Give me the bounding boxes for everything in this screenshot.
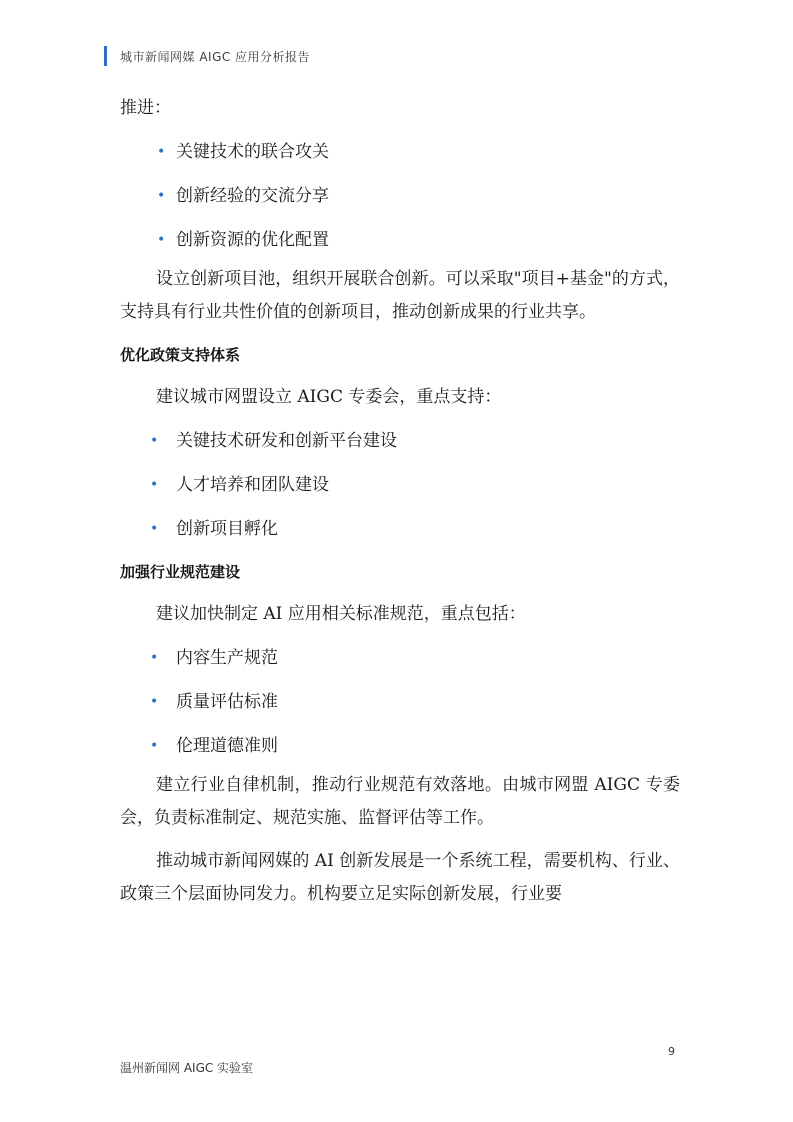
- list-item: • 创新项目孵化: [120, 513, 680, 546]
- section-heading: 优化政策支持体系: [120, 346, 241, 364]
- paragraph: 设立创新项目池，组织开展联合创新。可以采取"项目+基金"的方式，支持具有行业共性价值的创新项目，推动创新成果的行业共享。: [120, 269, 680, 322]
- paragraph: 建议加快制定 AI 应用相关标准规范，重点包括：: [156, 604, 526, 624]
- list-item: • 质量评估标准: [120, 686, 680, 719]
- intro-text: 推进：: [120, 98, 171, 118]
- bullet-icon: •: [150, 477, 159, 493]
- list-item: • 内容生产规范: [120, 642, 680, 675]
- header-title: 城市新闻网媒 AIGC 应用分析报告: [120, 50, 311, 64]
- paragraph: 建立行业自律机制，推动行业规范有效落地。由城市网盟 AIGC 专委会，负责标准制定、规范实施、监督评估等工作。: [120, 775, 680, 828]
- header-accent-bar: [104, 46, 107, 66]
- section-heading: 加强行业规范建设: [120, 563, 241, 581]
- bullet-icon: •: [150, 694, 159, 710]
- list-item: • 关键技术研发和创新平台建设: [120, 425, 680, 458]
- bullet-icon: •: [157, 144, 166, 160]
- paragraph: 推动城市新闻网媒的 AI 创新发展是一个系统工程，需要机构、行业、政策三个层面协同发力。机构要立足实际创新发展，行业要: [120, 851, 680, 904]
- bullet-icon: •: [150, 433, 159, 449]
- page-content: [120, 92, 680, 911]
- bullet-icon: •: [157, 232, 166, 248]
- list-item: • 伦理道德准则: [120, 730, 680, 763]
- bullet-icon: •: [150, 738, 159, 754]
- list-item: • 关键技术的联合攻关: [120, 136, 680, 169]
- paragraph: 建议城市网盟设立 AIGC 专委会，重点支持：: [156, 387, 502, 407]
- list-item: • 创新经验的交流分享: [120, 180, 680, 213]
- page-number: 9: [668, 1045, 675, 1058]
- footer-org: 温州新闻网 AIGC 实验室: [120, 1061, 254, 1075]
- bullet-icon: •: [157, 188, 166, 204]
- bullet-icon: •: [150, 521, 159, 537]
- bullet-icon: •: [150, 650, 159, 666]
- list-item: • 人才培养和团队建设: [120, 469, 680, 502]
- list-item: • 创新资源的优化配置: [120, 224, 680, 257]
